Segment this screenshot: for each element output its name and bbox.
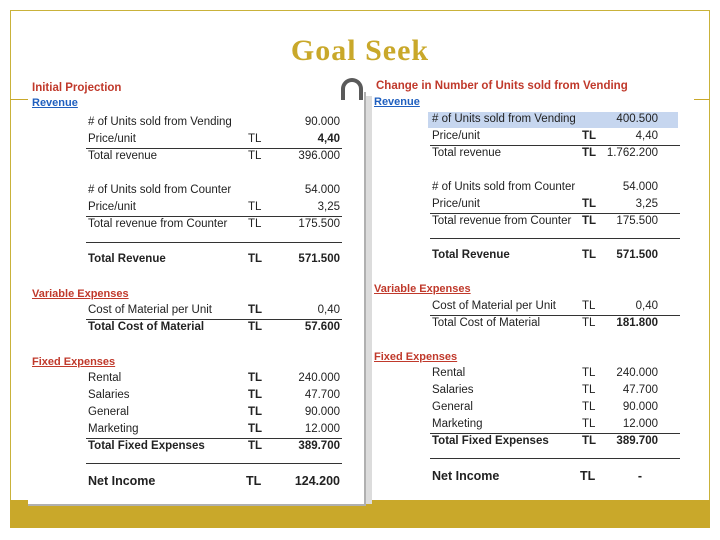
- table-row: Cost of Material per Unit TL 0,40: [88, 304, 340, 316]
- connector-hook: [341, 78, 363, 100]
- table-row: Total Fixed Expenses TL 389.700: [432, 435, 658, 447]
- table-row: Price/unit TL 3,25: [432, 198, 658, 210]
- table-row: Price/unit TL 4,40: [432, 130, 658, 142]
- table-row: # of Units sold from Vending 90.000: [88, 116, 340, 128]
- table-row: Total Cost of Material TL 57.600: [88, 321, 340, 333]
- table-row: Total Cost of Material TL 181.800: [432, 317, 658, 329]
- table-row: Total revenue TL 1.762.200: [432, 147, 658, 159]
- table-row: Rental TL 240.000: [88, 372, 340, 384]
- table-row: # of Units sold from Counter 54.000: [432, 181, 658, 193]
- initial-projection-heading: Initial Projection: [32, 82, 122, 94]
- table-row: Rental TL 240.000: [432, 367, 658, 379]
- corner-box: [678, 484, 696, 500]
- table-row: General TL 90.000: [432, 401, 658, 413]
- change-heading: Change in Number of Units sold from Vending: [376, 80, 628, 92]
- variable-expenses-label: Variable Expenses: [374, 283, 471, 295]
- table-row: Marketing TL 12.000: [432, 418, 658, 430]
- table-row: Marketing TL 12.000: [88, 423, 340, 435]
- table-row: # of Units sold from Counter 54.000: [88, 184, 340, 196]
- table-row: Total revenue from Counter TL 175.500: [88, 218, 340, 230]
- fixed-expenses-label: Fixed Expenses: [374, 351, 458, 363]
- table-row: Total revenue from Counter TL 175.500: [432, 215, 658, 227]
- change-vending-panel: [372, 92, 694, 500]
- variable-expenses-label: Variable Expenses: [32, 288, 129, 300]
- initial-projection-panel: [28, 92, 366, 506]
- net-income-row: Net Income TL 124.200: [88, 474, 340, 488]
- fixed-expenses-label: Fixed Expenses: [32, 356, 116, 368]
- revenue-section-label: Revenue: [374, 96, 420, 108]
- total-revenue-row: Total Revenue TL 571.500: [432, 249, 658, 261]
- table-row: Price/unit TL 3,25: [88, 201, 340, 213]
- table-row: Price/unit TL 4,40: [88, 133, 340, 145]
- table-row: General TL 90.000: [88, 406, 340, 418]
- table-row: Cost of Material per Unit TL 0,40: [432, 300, 658, 312]
- net-income-row: Net Income TL -: [432, 469, 642, 483]
- table-row: Salaries TL 47.700: [88, 389, 340, 401]
- revenue-section-label: Revenue: [32, 97, 78, 109]
- table-row: Salaries TL 47.700: [432, 384, 658, 396]
- total-revenue-row: Total Revenue TL 571.500: [88, 253, 340, 265]
- table-row: # of Units sold from Vending 400.500: [432, 113, 658, 125]
- slide-title: Goal Seek: [290, 34, 430, 67]
- table-row: Total Fixed Expenses TL 389.700: [88, 440, 340, 452]
- table-row: Total revenue TL 396.000: [88, 150, 340, 162]
